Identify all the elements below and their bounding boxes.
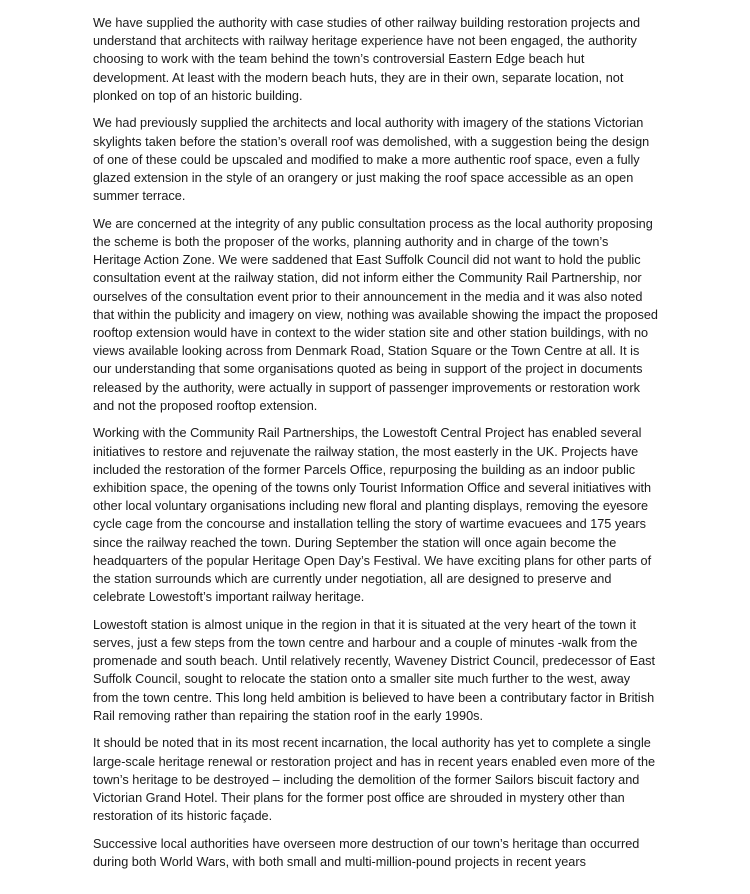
paragraph-victorian-skylights: We had previously supplied the architects and local authority with imagery of the stations Victorian skylights taken before the station’s overall roof was demolished, with a suggestion being the design of one of these could be upscaled and modified to make a more authentic roof space, even a fully glazed extension in the style of an orangery or just making the roof space accessible as an open summer terrace. xyxy=(93,116,650,204)
paragraph-local-authority-record: It should be noted that in its most recent incarnation, the local authority has yet to complete a single large-scale heritage renewal or restoration project and has in recent years enabled even more of the town’s heritage to be destroyed – including the demolition of the former Sailors biscuit factory and Victorian Grand Hotel. Their plans for the former post office are shrouded in mystery other than restoration of its historic façade. xyxy=(93,736,656,824)
paragraph-case-studies: We have supplied the authority with case studies of other railway building restoration projects and understand that architects with railway heritage experience have not been engaged, the authority choosing to work with the team behind the town’s controversial Eastern Edge beach hut development. At least with the modern beach huts, they are in their own, separate location, not plonked on top of an historic building. xyxy=(93,16,641,103)
paragraph-station-location: Lowestoft station is almost unique in the region in that it is situated at the very heart of the town it serves, just a few steps from the town centre and harbour and a couple of minutes -walk from the promenade and south beach. Until relatively recently, Waveney District Council, predecessor of East Suffolk Council, sought to relocate the station onto a smaller site much further to the west, away from the town centre. This long held ambition is believed to have been a contributary factor in British Rail removing rather than repairing the station roof in the early 1990s. xyxy=(93,617,656,723)
paragraph-public-consultation: We are concerned at the integrity of any public consultation process as the local authority proposing the scheme is both the proposer of the works, planning authority and in charge of the town’s Heritage Action Zone. We were saddened that East Suffolk Council did not want to hold the public consultation event at the railway station, did not inform either the Community Rail Partnership, nor ourselves of the consultation event prior to their announcement in the media and it was also noted that within the publicity and imagery on view, nothing was available showing the impact the proposed rooftop extension would have in context to the wider station site and other station buildings, with no views available looking across from Denmark Road, Station Square or the Town Centre at all. It is our understanding that some organisations quoted as being in support of the project in documents released by the authority, were actually in support of passenger improvements or restoration work and not the proposed rooftop extension. xyxy=(93,216,658,413)
paragraph-heritage-destruction: Successive local authorities have overseen more destruction of our town’s heritage than occurred during both World Wars, with both small and multi-million-pound projects in recent years xyxy=(93,836,640,870)
paragraph-community-rail: Working with the Community Rail Partnerships, the Lowestoft Central Project has enabled several initiatives to restore and rejuvenate the railway station, the most easterly in the UK. Projects have included the restoration of the former Parcels Office, repurposing the building as an indoor public exhibition space, the opening of the towns only Tourist Information Office and several initiatives with other local voluntary organisations including new floral and planting displays, removing the eyesore cycle cage from the concourse and installation telling the story of wartime evacuees and 175 years since the railway reached the town. During September the station will once again become the headquarters of the popular Heritage Open Day’s Festival. We have exciting plans for other parts of the station surrounds which are currently under negotiation, all are designed to preserve and celebrate Lowestoft’s important railway heritage. xyxy=(93,426,652,605)
document-page xyxy=(93,14,659,881)
